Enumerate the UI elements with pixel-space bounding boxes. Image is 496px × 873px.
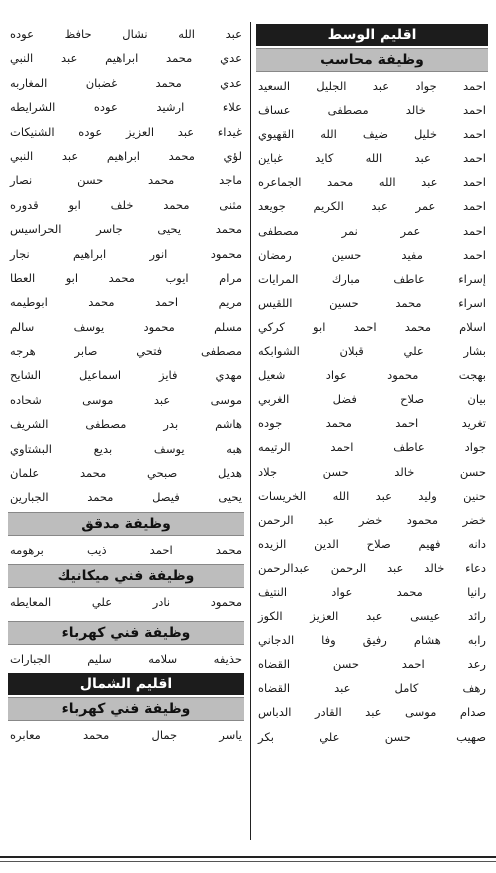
name-row: هبه يوسف بديع البشتاوي: [10, 441, 242, 456]
region-header-north: اقليم الشمال: [8, 673, 244, 695]
name-row: اسراء محمد حسين اللقيس: [258, 295, 486, 310]
name-row: غيداء عبد العزيز عوده الشنيكات: [10, 124, 242, 139]
bottom-rule: [0, 856, 496, 858]
name-list-auditor: [8, 538, 244, 562]
name-row: احمد عبد الله محمد الجماعره: [258, 175, 486, 190]
name-list-accountant-continued: [8, 22, 244, 510]
name-row: بهجت محمود عواد شعيل: [258, 368, 486, 383]
name-row: خضر محمود خضر عبد الرحمن: [258, 512, 486, 527]
name-row: احمد عبد الله كايد غباين: [258, 151, 486, 166]
name-row: حسن خالد حسن جلاد: [258, 464, 486, 479]
name-row: مريم احمد محمد ابوطيمه: [10, 295, 242, 310]
name-row: موسى عبد موسى شحاده: [10, 392, 242, 407]
name-list-electrician: [8, 647, 244, 671]
name-row: حنين وليد عبد الله الخريسات: [258, 488, 486, 503]
name-row: بشار علي قبلان الشوابكه: [258, 344, 486, 359]
job-header-electrician: وظيفة فني كهرباء: [8, 621, 244, 645]
name-row: احمد جواد عبد الجليل السعيد: [258, 79, 486, 93]
name-row: احمد مفيد حسين رمضان: [258, 247, 486, 262]
column-divider: [250, 22, 251, 840]
name-row: جواد عاطف احمد الرتيمه: [258, 440, 486, 455]
name-row: عدي محمد غضبان المغاربه: [10, 75, 242, 90]
left-column: [8, 22, 244, 747]
name-row: رعد احمد حسن القضاه: [258, 657, 486, 672]
region-header-center: اقليم الوسط: [256, 24, 488, 46]
job-header-electrician-north: وظيفة فني كهرباء: [8, 697, 244, 721]
name-row: بيان صلاح فضل الغربي: [258, 392, 486, 407]
job-header-accountant: وظيفة محاسب: [256, 48, 488, 72]
name-row: محمود انور ابراهيم نجار: [10, 246, 242, 261]
name-row: احمد خليل ضيف الله القهيوي: [258, 127, 486, 142]
name-row: صهيب حسن علي بكر: [258, 729, 486, 744]
name-row: مرام ايوب محمد ابو العطا: [10, 270, 242, 285]
name-row: اسلام محمد احمد ابو كركي: [258, 319, 486, 334]
name-list-mechanic: [8, 590, 244, 614]
name-row: ماجد محمد حسن نصار: [10, 173, 242, 188]
name-row: تغريد احمد محمد جوده: [258, 416, 486, 431]
name-row: رهف كامل عبد القضاه: [258, 681, 486, 696]
name-row: حذيفه سلامه سليم الجبارات: [10, 651, 242, 666]
name-row: هديل صبحي محمد علمان: [10, 466, 242, 481]
job-header-mechanic: وظيفة فني ميكانيك: [8, 564, 244, 588]
name-row: ياسر جمال محمد معابره: [10, 727, 242, 742]
bottom-rule-thin: [0, 861, 496, 862]
name-row: احمد عمر نمر مصطفى: [258, 223, 486, 238]
name-list-accountant: [256, 74, 488, 749]
name-row: يحيى فيصل محمد الجبارين: [10, 490, 242, 505]
name-row: عبد الله نشال حافظ عوده: [10, 27, 242, 41]
name-row: دعاء خالد عبد الرحمن عبدالرحمن: [258, 560, 486, 575]
right-column: [256, 22, 488, 749]
name-row: مثنى محمد خلف ابو قدوره: [10, 197, 242, 212]
name-row: محمد احمد ذيب برهومه: [10, 542, 242, 557]
name-row: إسراء عاطف مبارك المرايات: [258, 271, 486, 286]
name-row: مصطفى فتحي صابر هرجه: [10, 344, 242, 359]
name-row: محمود نادر علي المعايطه: [10, 595, 242, 610]
name-row: هاشم بدر مصطفى الشريف: [10, 417, 242, 432]
name-row: رابه هشام رفيق وفا الدجاني: [258, 633, 486, 648]
name-row: علاء ارشيد عوده الشرايطه: [10, 100, 242, 115]
name-row: دانه فهيم صلاح الدين الزيده: [258, 536, 486, 551]
name-row: لؤي محمد ابراهيم عبد النبي: [10, 148, 242, 163]
name-row: رانيا محمد عواد النتيف: [258, 584, 486, 599]
name-row: صدام موسى عبد القادر الدباس: [258, 705, 486, 720]
name-row: احمد خالد مصطفى عساف: [258, 103, 486, 118]
name-row: محمد يحيى جاسر الحراسيس: [10, 222, 242, 237]
name-row: رائد عيسى عبد العزيز الكوز: [258, 609, 486, 624]
name-row: احمد عمر عبد الكريم جويعد: [258, 199, 486, 214]
name-row: مهدي فايز اسماعيل الشايح: [10, 368, 242, 383]
job-header-auditor: وظيفة مدقق: [8, 512, 244, 536]
name-row: مسلم محمود يوسف سالم: [10, 319, 242, 334]
name-row: عدي محمد ابراهيم عبد النبي: [10, 51, 242, 66]
name-list-electrician-north: [8, 723, 244, 747]
